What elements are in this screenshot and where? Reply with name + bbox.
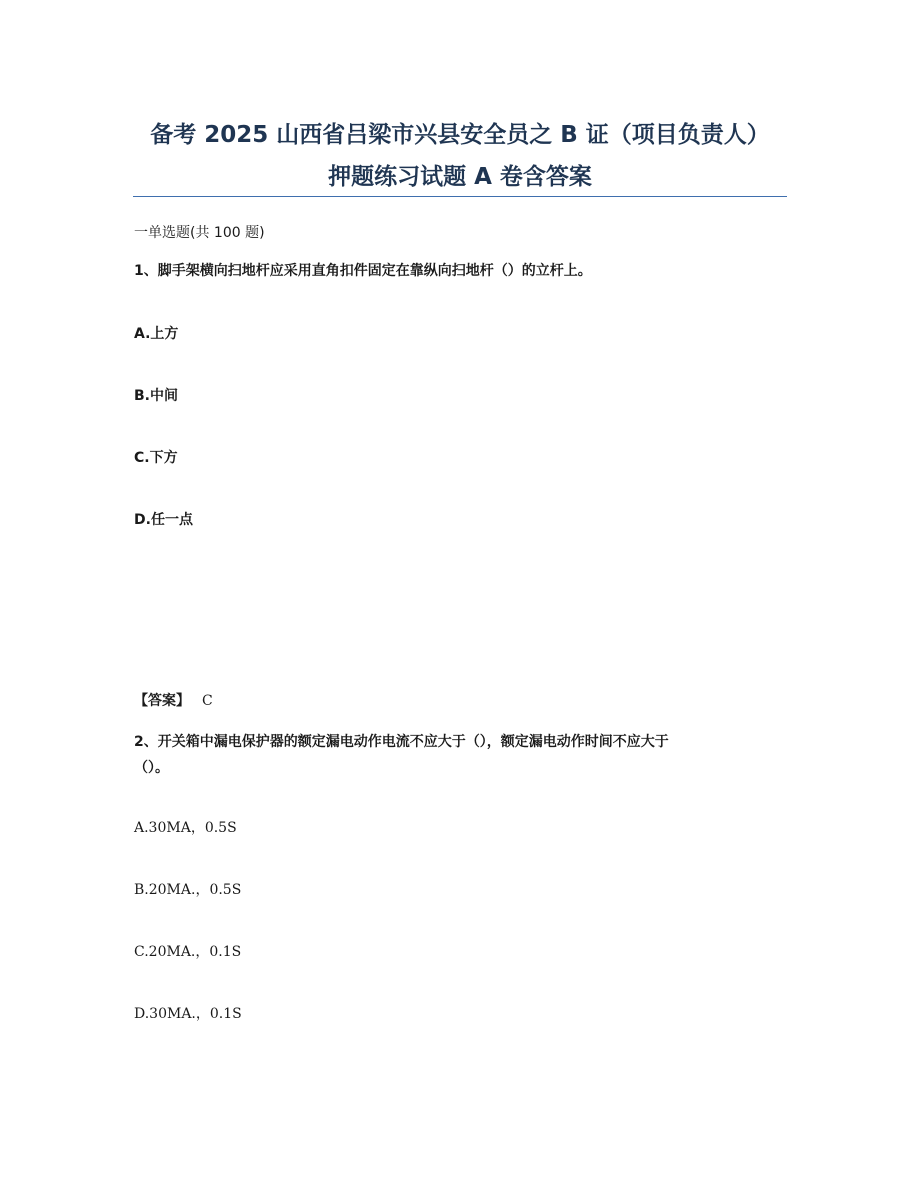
question-2-text-line-2: （）。 xyxy=(134,760,169,776)
question-2-option-b: B.20MA.，0.5S xyxy=(134,882,242,898)
document-title-line-1: 备考 2025 山西省吕梁市兴县安全员之 B 证（项目负责人） xyxy=(150,122,770,148)
question-1-text: 1、脚手架横向扫地杆应采用直角扣件固定在靠纵向扫地杆（）的立杆上。 xyxy=(134,263,592,279)
question-1-option-a: A.上方 xyxy=(134,326,179,342)
question-2-option-a: A.30MA，0.5S xyxy=(134,820,237,836)
question-1-answer xyxy=(134,691,213,711)
question-1-option-d: D.任一点 xyxy=(134,512,193,528)
answer-value: C xyxy=(202,693,213,709)
title-divider xyxy=(133,196,787,197)
question-1-option-b: B.中间 xyxy=(134,388,178,404)
document-title-line-2: 押题练习试题 A 卷含答案 xyxy=(328,164,592,190)
section-heading: 一单选题(共 100 题) xyxy=(134,225,265,241)
question-2-text-line-1: 2、开关箱中漏电保护器的额定漏电动作电流不应大于（），额定漏电动作时间不应大于 xyxy=(134,734,669,750)
answer-label: 【答案】 xyxy=(134,693,190,709)
question-1-option-c: C.下方 xyxy=(134,450,178,466)
question-2-option-c: C.20MA.，0.1S xyxy=(134,944,242,960)
question-2-option-d: D.30MA.，0.1S xyxy=(134,1006,242,1022)
